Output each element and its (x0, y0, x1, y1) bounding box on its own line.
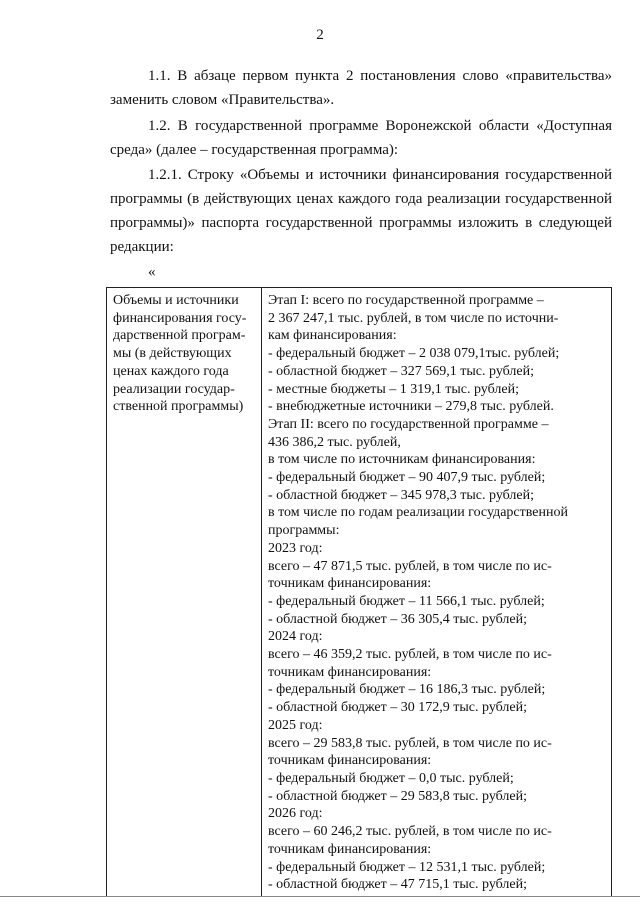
cell-line: ственной программы) (113, 399, 244, 415)
cell-line: дарственной програм- (113, 328, 246, 344)
cell-line: 2026 год: (268, 806, 323, 822)
cell-line: - областной бюджет – 36 305,4 тыс. рублей; (268, 611, 527, 627)
paragraph-line: заменить словом «Правительства». (110, 92, 335, 108)
cell-line: - областной бюджет – 345 978,3 тыс. рублей; (268, 487, 534, 503)
paragraph-line: редакции: (110, 239, 174, 255)
cell-line: - федеральный бюджет – 90 407,9 тыс. рублей; (268, 470, 546, 486)
cell-line: - областной бюджет – 327 569,1 тыс. рублей; (268, 363, 534, 379)
cell-line: - федеральный бюджет – 12 531,1 тыс. рублей; (268, 859, 546, 875)
page-bottom-rule (0, 896, 640, 897)
cell-line: реализации государ- (113, 381, 235, 397)
paragraph-line: программы (в действующих ценах каждого года реализации государственной (110, 191, 612, 207)
paragraph-line: 1.2. В государственной программе Воронежской области «Доступная (148, 118, 612, 134)
paragraph-line: программы)» паспорта государственной программы изложить в следующей (110, 215, 612, 231)
passport-table (106, 287, 612, 897)
paragraph-1-2 (110, 114, 612, 162)
cell-line: точникам финансирования: (268, 664, 432, 680)
cell-line: - областной бюджет – 47 715,1 тыс. рублей; (268, 877, 527, 893)
cell-line: - местные бюджеты – 1 319,1 тыс. рублей; (268, 381, 519, 397)
paragraph-line: 1.2.1. Строку «Объемы и источники финансирования государственной (148, 167, 612, 183)
cell-line: - федеральный бюджет – 11 566,1 тыс. рублей; (268, 593, 545, 609)
paragraph-1-1 (110, 64, 612, 112)
cell-line: всего – 46 359,2 тыс. рублей, в том числе по ис- (268, 647, 552, 663)
cell-line: программы: (268, 523, 340, 539)
paragraph-line: 1.1. В абзаце первом пункта 2 постановления слово «правительства» (148, 68, 612, 84)
cell-line: 2025 год: (268, 717, 323, 733)
cell-line: - областной бюджет – 29 583,8 тыс. рублей; (268, 788, 527, 804)
cell-line: Объемы и источники (113, 293, 239, 308)
page-number: 2 (316, 27, 324, 43)
cell-line: 2023 год: (268, 540, 323, 556)
cell-line: в том числе по источникам финансирования: (268, 452, 536, 468)
cell-line: Этап I: всего по государственной программе – (268, 293, 544, 308)
cell-line: всего – 47 871,5 тыс. рублей, в том числе по ис- (268, 558, 552, 574)
cell-line: всего – 60 246,2 тыс. рублей, в том числе по ис- (268, 824, 552, 840)
cell-line: 2024 год: (268, 629, 323, 645)
cell-line: мы (в действующих (113, 346, 232, 362)
cell-line: - областной бюджет – 30 172,9 тыс. рублей; (268, 700, 527, 716)
cell-line: - внебюджетные источники – 279,8 тыс. рублей. (268, 399, 554, 415)
row-content-cell (262, 288, 612, 897)
cell-line: точникам финансирования: (268, 753, 432, 769)
cell-line: - федеральный бюджет – 16 186,3 тыс. рублей; (268, 682, 546, 698)
cell-line: кам финансирования: (268, 328, 397, 344)
cell-line: - федеральный бюджет – 0,0 тыс. рублей; (268, 770, 514, 786)
cell-line: 2 367 247,1 тыс. рублей, в том числе по источни- (268, 310, 559, 326)
opening-quote: « (148, 264, 156, 280)
cell-line: всего – 29 583,8 тыс. рублей, в том числе по ис- (268, 735, 552, 751)
cell-line: точникам финансирования: (268, 576, 432, 592)
paragraph-line: среда» (далее – государственная программа): (110, 142, 399, 158)
paragraph-1-2-1 (110, 163, 612, 259)
cell-line: финансирования госу- (113, 310, 247, 326)
row-title-cell (107, 288, 262, 897)
cell-line: ценах каждого года (113, 363, 229, 379)
cell-line: точникам финансирования: (268, 841, 432, 857)
table-row (107, 288, 612, 897)
cell-line: - федеральный бюджет – 2 038 079,1тыс. рублей; (268, 346, 560, 362)
cell-line: Этап II: всего по государственной программе – (268, 416, 549, 432)
cell-line: в том числе по годам реализации государственной (268, 505, 568, 521)
cell-line: 436 386,2 тыс. рублей, (268, 434, 401, 450)
